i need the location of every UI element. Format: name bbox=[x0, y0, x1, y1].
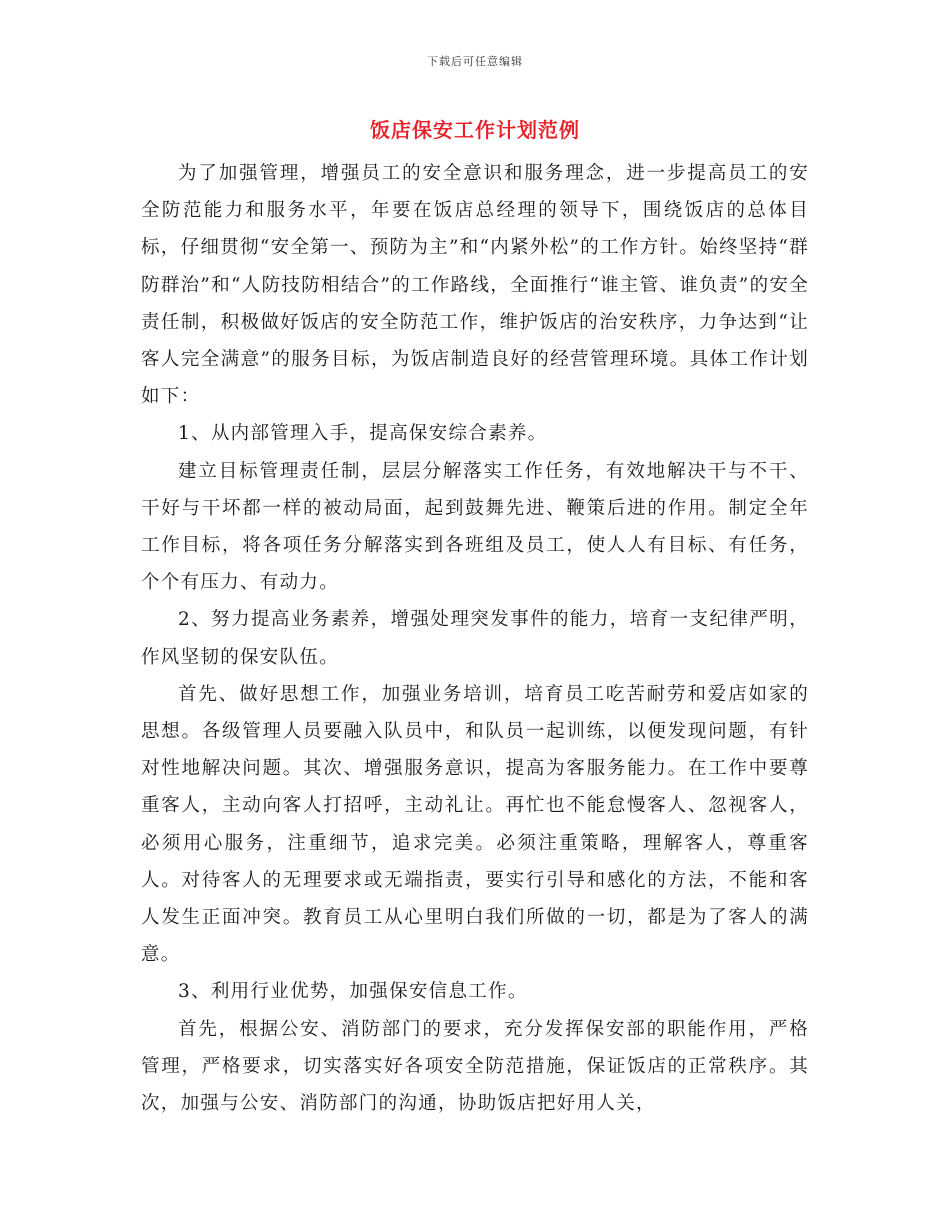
document-body bbox=[141, 155, 809, 1122]
header-note: 下载后可任意编辑 bbox=[427, 55, 523, 68]
paragraph-point-3-detail: 首先，根据公安、消防部门的要求，充分发挥保安部的职能作用，严格管理，严格要求，切实落实好各项安全防范措施，保证饭店的正常秩序。其次，加强与公安、消防部门的沟通，协助饭店把好用人关， bbox=[141, 1018, 809, 1115]
paragraph-point-3: 3、利用行业优势，加强保安信息工作。 bbox=[178, 981, 528, 1003]
paragraph-point-2-detail: 首先、做好思想工作，加强业务培训，培育员工吃苦耐劳和爱店如家的思想。各级管理人员要融入队员中，和队员一起训练，以便发现问题，有针对性地解决问题。其次、增强服务意识，提高为客服务能力。在工作中要尊重客人，主动向客人打招呼，主动礼让。再忙也不能怠慢客人、忽视客人，必须用心服务，注重细节，追求完美。必须注重策略，理解客人，尊重客人。对待客人的无理要求或无端指责，要实行引导和感化的方法，不能和客人发生正面冲突。教育员工从心里明白我们所做的一切，都是为了客人的满意。 bbox=[141, 683, 809, 966]
paragraph-point-2: 2、努力提高业务素养，增强处理突发事件的能力，培育一支纪律严明，作风坚韧的保安队伍。 bbox=[141, 609, 809, 668]
document-title: 饭店保安工作计划范例 bbox=[370, 118, 580, 142]
paragraph-intro: 为了加强管理，增强员工的安全意识和服务理念，进一步提高员工的安全防范能力和服务水平，年要在饭店总经理的领导下，围绕饭店的总体目标，仔细贯彻“安全第一、预防为主”和“内紧外松”的工作方针。始终坚持“群防群治”和“人防技防相结合”的工作路线，全面推行“谁主管、谁负责”的安全责任制，积极做好饭店的安全防范工作，维护饭店的治安秩序，力争达到“让客人完全满意”的服务目标，为饭店制造良好的经营管理环境。具体工作计划如下： bbox=[141, 163, 809, 408]
paragraph-point-1-detail: 建立目标管理责任制，层层分解落实工作任务，有效地解决干与不干、干好与干坏都一样的被动局面，起到鼓舞先进、鞭策后进的作用。制定全年工作目标，将各项任务分解落实到各班组及员工，使人人有目标、有任务，个个有压力、有动力。 bbox=[141, 460, 809, 594]
paragraph-point-1: 1、从内部管理入手，提高保安综合素养。 bbox=[178, 423, 548, 445]
